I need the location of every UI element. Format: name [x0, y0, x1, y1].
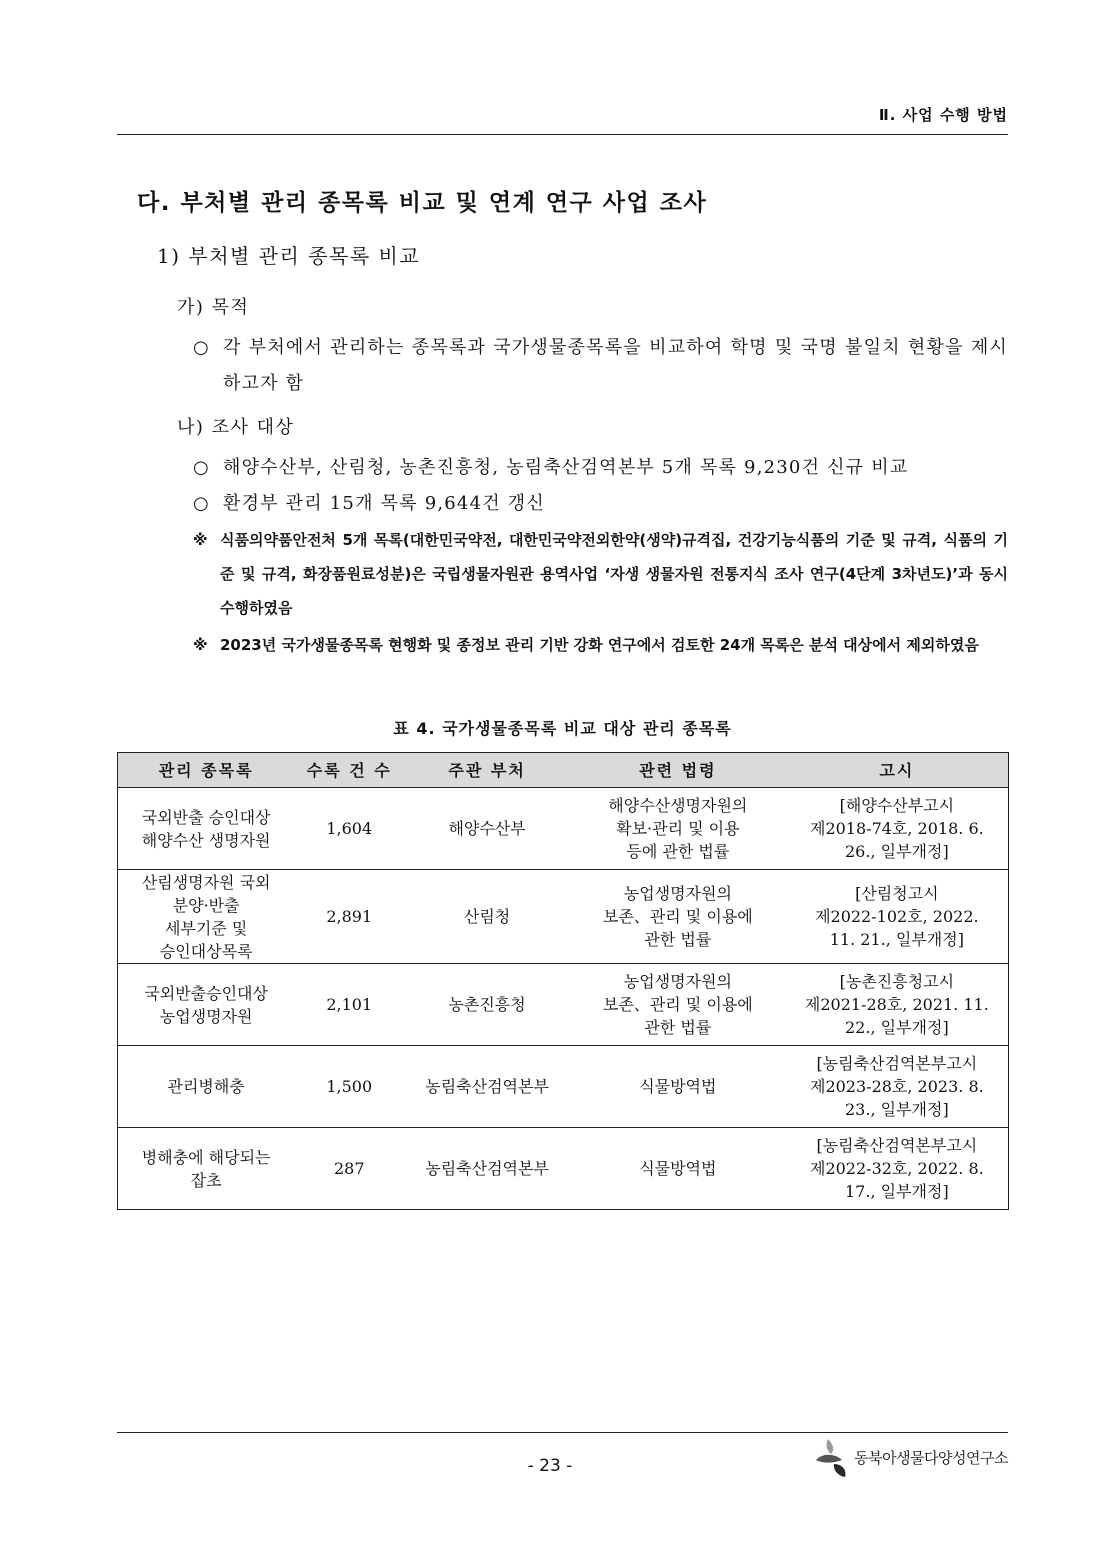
- leaf-logo-icon: [814, 1436, 852, 1478]
- purpose-heading: 가) 목적: [177, 297, 250, 318]
- cell-line: 17., 일부개정]: [845, 1182, 949, 1201]
- cell-line: [농림축산검역본부고시: [816, 1054, 978, 1073]
- cell-line: 제2018-74호, 2018. 6.: [809, 819, 984, 838]
- organization-logo: [814, 1436, 1008, 1478]
- column-header: 관리 종목록: [118, 753, 295, 788]
- cell-line: 해양수산 생명자원: [141, 830, 271, 850]
- cell-line: [산림청고시: [855, 884, 939, 903]
- section-title: 다. 부처별 관리 종목록 비교 및 연계 연구 사업 조사: [137, 190, 708, 216]
- cell-line: 농업생명자원의: [623, 884, 732, 903]
- cell-line: 식물방역법: [639, 1159, 717, 1178]
- cell-line: [농촌진흥청고시: [839, 972, 955, 991]
- law-cell: [570, 1046, 786, 1128]
- notice-cell: [786, 870, 1009, 964]
- bullet-text: 환경부 관리 15개 목록 9,644건 갱신: [223, 493, 545, 514]
- cell-line: 제2023-28호, 2023. 8.: [809, 1077, 984, 1096]
- note-paragraph: [193, 523, 1008, 625]
- cell-line: 11. 21., 일부개정]: [829, 930, 964, 949]
- cell-line: 잡초: [190, 1170, 222, 1190]
- cell-line: 승인대상목록: [159, 941, 253, 961]
- cell-line: 농업생명자원: [159, 1006, 253, 1026]
- cell-line: 국외반출승인대상: [144, 983, 268, 1003]
- column-header: 수록 건 수: [294, 753, 404, 788]
- table-caption: 표 4. 국가생물종목록 비교 대상 관리 종목록: [393, 719, 732, 738]
- footer-divider: [117, 1432, 1008, 1433]
- notice-cell: [786, 788, 1009, 870]
- cell-line: 세부기준 및: [164, 918, 248, 938]
- bullet-marker: ○: [193, 337, 210, 358]
- column-header: 주관 부처: [404, 753, 570, 788]
- ministry-cell: 농림축산검역본부: [404, 1128, 570, 1210]
- notice-cell: [786, 964, 1009, 1046]
- cell-line: [농림축산검역본부고시: [816, 1136, 978, 1155]
- ministry-cell: 해양수산부: [404, 788, 570, 870]
- running-header: Ⅱ. 사업 수행 방법: [878, 106, 1008, 124]
- cell-line: 등에 관한 법률: [626, 842, 730, 861]
- bullet-text: 해양수산부, 산림청, 농촌진흥청, 농림축산검역본부 5개 목록 9,230건 신규 비교: [223, 457, 909, 478]
- record-count-cell: 287: [294, 1128, 404, 1210]
- table-row: [118, 870, 1009, 964]
- cell-line: 22., 일부개정]: [845, 1018, 949, 1037]
- cell-line: 26., 일부개정]: [845, 842, 949, 861]
- notice-cell: [786, 1046, 1009, 1128]
- note-text: 식품의약품안전처 5개 목록(대한민국약전, 대한민국약전외한약(생약)규격집, 건강기능식품의 기준 및 규격, 식품의 기준 및 규격, 화장품원료성분)은 국립생물자원관 용역사업 ‘자생 생물자원 전통지식 조사 연구(4단계 3차년도)’과 동시 수행하였음: [220, 531, 1008, 617]
- cell-line: 농업생명자원의: [623, 972, 732, 991]
- page-number: - 23 -: [527, 1456, 573, 1476]
- cell-line: 분양·반출: [172, 895, 240, 915]
- ministry-cell: 농림축산검역본부: [404, 1046, 570, 1128]
- note-paragraph: [193, 628, 1008, 662]
- cell-line: 보존、관리 및 이용에: [602, 995, 753, 1014]
- table-body: [118, 788, 1009, 1210]
- cell-line: 보존、관리 및 이용에: [602, 907, 753, 926]
- cell-line: 제2022-32호, 2022. 8.: [809, 1159, 984, 1178]
- species-list-cell: [118, 964, 295, 1046]
- law-cell: [570, 870, 786, 964]
- species-list-table: [117, 752, 1009, 1210]
- target-heading: 나) 조사 대상: [177, 417, 295, 438]
- table-row: [118, 1046, 1009, 1128]
- note-text: 2023년 국가생물종목록 현행화 및 종정보 관리 기반 강화 연구에서 검토한 24개 목록은 분석 대상에서 제외하였음: [220, 636, 979, 654]
- purpose-bullet: [193, 330, 1008, 402]
- record-count-cell: 2,891: [294, 870, 404, 964]
- record-count-cell: 1,500: [294, 1046, 404, 1128]
- species-list-cell: [118, 1046, 295, 1128]
- column-header: 고시: [786, 753, 1009, 788]
- organization-name: 동북아생물다양성연구소: [854, 1448, 1008, 1467]
- record-count-cell: 1,604: [294, 788, 404, 870]
- cell-line: 확보·관리 및 이용: [616, 819, 740, 838]
- ministry-cell: 농촌진흥청: [404, 964, 570, 1046]
- table-row: [118, 1128, 1009, 1210]
- cell-line: 제2021-28호, 2021. 11.: [804, 995, 989, 1014]
- bullet-marker: ○: [193, 493, 210, 514]
- column-header: 관련 법령: [570, 753, 786, 788]
- law-cell: [570, 788, 786, 870]
- cell-line: [해양수산부고시: [839, 796, 955, 815]
- target-bullet: [193, 450, 1008, 486]
- species-list-cell: [118, 870, 295, 964]
- subsection-heading: 1) 부처별 관리 종목록 비교: [157, 244, 421, 268]
- notice-cell: [786, 1128, 1009, 1210]
- cell-line: 관리병해충: [167, 1077, 245, 1096]
- bullet-text: 각 부처에서 관리하는 종목록과 국가생물종목록을 비교하여 학명 및 국명 불일치 현황을 제시하고자 함: [223, 337, 1008, 394]
- ministry-cell: 산림청: [404, 870, 570, 964]
- cell-line: 국외반출 승인대상: [141, 807, 271, 827]
- table-row: [118, 964, 1009, 1046]
- cell-line: 해양수산생명자원의: [608, 796, 748, 815]
- note-marker: ※: [193, 636, 208, 654]
- header-divider: [117, 134, 1008, 135]
- cell-line: 병해충에 해당되는: [141, 1147, 271, 1167]
- bullet-marker: ○: [193, 457, 210, 478]
- target-bullet: [193, 486, 1008, 522]
- cell-line: 관한 법률: [644, 1018, 712, 1037]
- cell-line: 관한 법률: [644, 930, 712, 949]
- law-cell: [570, 964, 786, 1046]
- table-row: [118, 788, 1009, 870]
- cell-line: 산림생명자원 국외: [141, 872, 271, 892]
- cell-line: 식물방역법: [639, 1077, 717, 1096]
- species-list-cell: [118, 1128, 295, 1210]
- law-cell: [570, 1128, 786, 1210]
- cell-line: 제2022-102호, 2022.: [815, 907, 979, 926]
- note-marker: ※: [193, 531, 208, 549]
- record-count-cell: 2,101: [294, 964, 404, 1046]
- species-list-cell: [118, 788, 295, 870]
- table-header-row: [118, 753, 1009, 788]
- cell-line: 23., 일부개정]: [845, 1100, 949, 1119]
